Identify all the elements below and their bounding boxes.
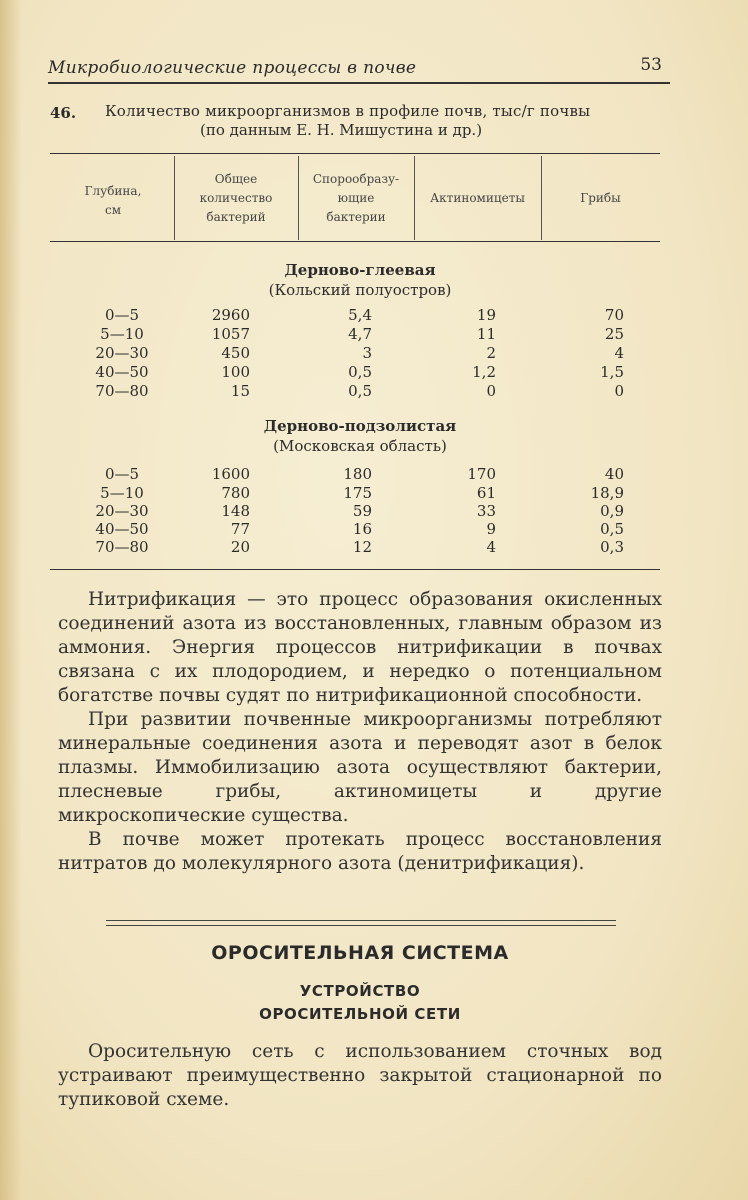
header-total-line: количество [199,191,273,205]
soil-group-name: Дерново-глеевая [284,261,436,279]
cell-actino: 19 [476,306,496,324]
table-title-line-2: (по данным Е. Н. Мишустина и др.) [200,121,483,139]
cell-total: 100 [221,363,250,381]
cell-total: 2960 [211,306,250,324]
paragraph: Нитрификация — это процесс образования окисленных соединений азота из восстановленных, главным образом из аммония. Энергия процессов нитрификации в почвах связана с их плодородием, и нередко о потенциальном богатстве почвы судят по нитрификационной способности. [58,589,662,706]
cell-depth: 0—5 [104,306,140,324]
cell-fungi: 1,5 [600,363,624,381]
header-spore-line: Спорообразу- [312,172,400,186]
cell-depth: 70—80 [95,538,149,556]
table-row [40,363,660,381]
soil-group-region: (Кольский полуостров) [268,281,452,299]
header-fungi-line: Грибы [580,191,621,205]
section-body-text [58,1040,662,1112]
cell-spore: 0,5 [348,363,372,381]
cell-fungi: 18,9 [590,484,624,502]
cell-depth: 40—50 [95,520,149,538]
table-row [40,306,660,324]
cell-fungi: 0,5 [600,520,624,538]
cell-total: 1057 [211,325,250,343]
cell-actino: 4 [486,538,496,556]
cell-total: 20 [230,538,250,556]
header-spore-line: бактерии [326,210,386,224]
cell-actino: 1,2 [472,363,496,381]
cell-depth: 20—30 [95,502,149,520]
soil-group-title [180,416,540,456]
table-row [40,465,660,483]
section-divider [106,920,616,926]
soil-group-name: Дерново-подзолистая [263,417,457,435]
page-spine-shadow [0,0,22,1200]
body-text [58,588,662,876]
table-top-rule [50,153,660,154]
cell-total: 148 [221,502,250,520]
cell-depth: 20—30 [95,344,149,362]
cell-fungi: 25 [604,325,624,343]
cell-total: 15 [230,382,250,400]
table-row [40,502,660,520]
cell-spore: 16 [352,520,372,538]
table-row [40,520,660,538]
cell-spore: 4,7 [348,325,372,343]
table-row [40,325,660,343]
header-depth-line: Глубина, [84,184,142,198]
cell-fungi: 4 [614,344,624,362]
cell-fungi: 0,9 [600,502,624,520]
table-header-rule [50,241,660,242]
cell-actino: 33 [476,502,496,520]
cell-spore: 0,5 [348,382,372,400]
subsection-title-line-2: ОРОСИТЕЛЬНОЙ СЕТИ [259,1005,461,1023]
cell-depth: 5—10 [100,484,144,502]
table-title [105,102,665,140]
cell-spore: 175 [343,484,372,502]
cell-spore: 180 [343,465,372,483]
table-row [40,484,660,502]
paragraph: В почве может протекать процесс восстановления нитратов до молекулярного азота (денитрификация). [58,829,662,874]
cell-spore: 3 [362,344,372,362]
cell-depth: 40—50 [95,363,149,381]
header-total-bacteria [174,170,298,227]
table-row [40,382,660,400]
cell-fungi: 0,3 [600,538,624,556]
cell-spore: 12 [352,538,372,556]
page-number: 53 [640,55,662,75]
cell-fungi: 40 [604,465,624,483]
paragraph: При развитии почвенные микроорганизмы потребляют минеральные соединения азота и переводят азот в белок плазмы. Иммобилизацию азота осуществляют бактерии, плесневые грибы, актиномицеты и другие микроскопические существа. [58,709,662,826]
header-fungi [541,189,660,208]
cell-spore: 5,4 [348,306,372,324]
running-head [48,52,670,84]
header-spore-bacteria [298,170,414,227]
header-spore-line: ющие [337,191,375,205]
header-depth [52,182,174,220]
cell-fungi: 0 [614,382,624,400]
cell-actino: 11 [476,325,496,343]
table-title-line-1: Количество микроорганизмов в профиле почв, тыс/г почвы [105,102,591,120]
subsection-title-line-1: УСТРОЙСТВО [299,982,421,1000]
cell-total: 77 [230,520,250,538]
cell-actino: 9 [486,520,496,538]
cell-actino: 0 [486,382,496,400]
cell-spore: 59 [352,502,372,520]
header-total-line: Общее [214,172,258,186]
cell-total: 450 [221,344,250,362]
soil-group-title [180,260,540,300]
cell-actino: 2 [486,344,496,362]
header-actino-line: Актиномицеты [430,191,525,205]
section-title: ОРОСИТЕЛЬНАЯ СИСТЕМА [211,942,509,964]
cell-fungi: 70 [604,306,624,324]
table-bottom-rule [50,569,660,570]
cell-total: 1600 [211,465,250,483]
cell-actino: 170 [467,465,496,483]
soil-group-region: (Московская область) [273,437,447,455]
header-actinomycetes [414,189,541,208]
cell-actino: 61 [476,484,496,502]
header-depth-line: см [104,203,122,217]
cell-depth: 70—80 [95,382,149,400]
table-number: 46. [50,104,77,122]
cell-depth: 0—5 [104,465,140,483]
paragraph: Оросительную сеть с использованием сточных вод устраивают преимущественно закрытой стационарной по тупиковой схеме. [58,1041,662,1110]
cell-total: 780 [221,484,250,502]
running-title: Микробиологические процессы в почве [48,58,417,78]
table-row [40,344,660,362]
header-total-line: бактерий [206,210,266,224]
table-row [40,538,660,556]
cell-depth: 5—10 [100,325,144,343]
